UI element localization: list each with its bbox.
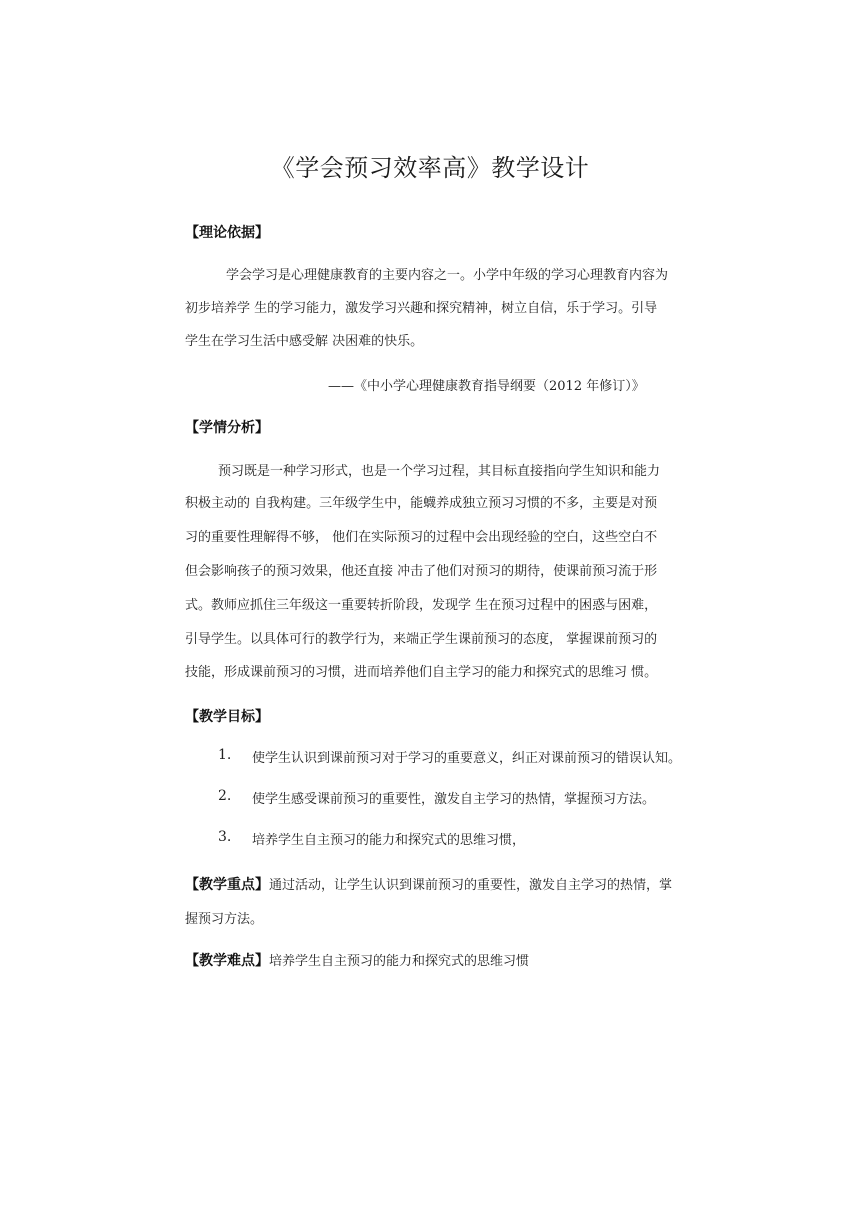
key-points-line-1 [185, 874, 672, 894]
theory-citation: ——《中小学心理健康教育指导纲要（2012 年修订）》 [328, 379, 645, 394]
theory-line-1: 学会学习是心理健康教育的主要内容之一。小学中年级的学习心理教育内容为 [226, 268, 669, 283]
analysis-line-3: 习的重要性理解得不够， 他们在实际预习的过程中会出现经验的空白，这些空白不 [185, 530, 658, 545]
analysis-line-5: 式。教师应抓住三年级这一重要转折阶段，发现学 生在预习过程中的困惑与困难， [185, 598, 658, 613]
difficulties-text: 培养学生自主预习的能力和探究式的思维习惯 [269, 954, 530, 969]
analysis-heading: 【学情分析】 [185, 420, 269, 436]
analysis-line-4: 但会影响孩子的预习效果，他还直接 冲击了他们对预习的期待，使课前预习流于形 [185, 564, 658, 579]
analysis-line-6: 引导学生。以具体可行的教学行为，来端正学生课前预习的态度， 掌握课前预习的 [185, 632, 658, 647]
analysis-line-7: 技能，形成课前预习的习惯，进而培养他们自主学习的能力和探究式的思维习 惯。 [185, 665, 658, 680]
goal-number-1: 1. [218, 747, 232, 763]
difficulties-heading: 【教学难点】 [185, 953, 269, 969]
analysis-line-2: 积极主动的 自我构建。三年级学生中，能蠛养成独立预习习惯的不多，主要是对预 [185, 496, 658, 511]
theory-line-3: 学生在学习生活中感受解 决困难的快乐。 [185, 334, 424, 349]
goal-text-3: 培养学生自主预习的能力和探究式的思维习惯， [252, 833, 526, 848]
difficulties-line [185, 950, 529, 970]
goal-number-2: 2. [218, 788, 232, 804]
key-points-line-2: 握预习方法。 [185, 912, 264, 927]
key-points-text: 通过活动，让学生认识到课前预习的重要性，激发自主学习的热情，掌 [269, 878, 673, 893]
analysis-line-1: 预习既是一种学习形式，也是一个学习过程，其目标直接指向学生知识和能力 [218, 464, 661, 479]
goal-text-1: 使学生认识到课前预习对于学习的重要意义，纠正对课前预习的错误认知。 [252, 751, 682, 766]
goals-heading: 【教学目标】 [185, 709, 269, 725]
goal-number-3: 3. [218, 829, 232, 845]
goal-text-2: 使学生感受课前预习的重要性，激发自主学习的热情，掌握预习方法。 [252, 792, 656, 807]
document-title: 《学会预习效率高》教学设计 [270, 154, 590, 182]
theory-heading: 【理论依据】 [185, 225, 269, 241]
theory-line-2: 初步培养学 生的学习能力，激发学习兴趣和探究精神，树立自信，乐于学习。引导 [185, 301, 658, 316]
key-points-heading: 【教学重点】 [185, 877, 269, 893]
